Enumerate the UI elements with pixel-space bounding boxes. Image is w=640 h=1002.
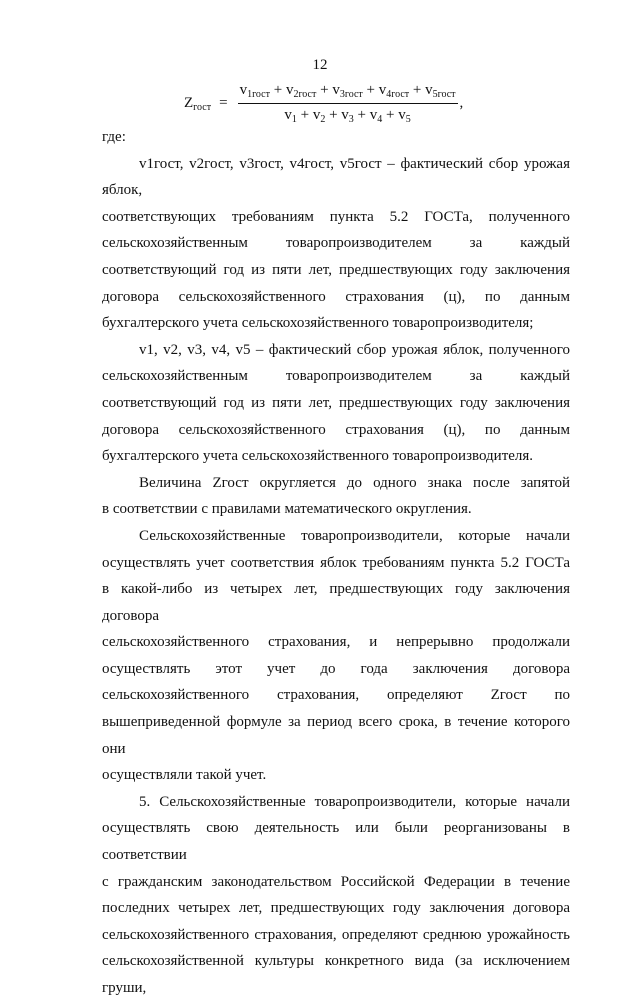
- numerator-term-3: $v_{3гост}$ +: [332, 82, 379, 100]
- text-line: 5. Сельскохозяйственные товаропроизводители, которые начали: [139, 793, 570, 810]
- page-number: 12: [312, 57, 328, 73]
- text-line: сельскохозяйственного страхования, и непрерывно продолжали: [102, 634, 570, 651]
- text-line: в какой-либо из четырех лет, предшествующих году заключения договора: [102, 581, 570, 624]
- text-line: осуществлять учет соответствия яблок требованиям пункта 5.2 ГОСТа: [102, 554, 570, 571]
- text-line: сельскохозяйственной культуры конкретного вида (за исключением груши,: [102, 953, 570, 996]
- text-line: вышеприведенной формуле за период всего срока, в течение которого они: [102, 714, 570, 757]
- denominator-term-2: $v_2$ +: [312, 107, 342, 125]
- text-line: Величина Zгост округляется до одного знака после запятой: [139, 474, 570, 491]
- text-line: осуществлять этот учет до года заключения договора: [102, 660, 570, 677]
- text-line: бухгалтерского учета сельскохозяйственного товаропроизводителя.: [102, 448, 534, 465]
- text-line: договора сельскохозяйственного страхования (ц), по данным: [102, 421, 570, 438]
- text-line: последних четырех лет, предшествующих году заключения договора: [102, 900, 570, 917]
- formula-denominator: [284, 104, 410, 125]
- numerator-term-4: $v_{4гост}$ +: [378, 82, 426, 100]
- formula-numerator: [238, 82, 458, 104]
- text-line: сельскохозяйственным товаропроизводителем за каждый: [102, 235, 570, 252]
- denominator-term-5: $v_5$: [398, 107, 411, 125]
- text-line: соответствующий год из пяти лет, предшествующих году заключения: [102, 394, 570, 411]
- text-line: Сельскохозяйственные товаропроизводители, которые начали: [139, 527, 570, 544]
- text-line: соответствующий год из пяти лет, предшествующих году заключения: [102, 261, 570, 278]
- numerator-term-5: $v_{5гост}$: [425, 82, 456, 100]
- text-line: v1гост, v2гост, v3гост, v4гост, v5гост – фактический сбор урожая яблок,: [102, 155, 570, 199]
- formula-z-gost: [184, 82, 463, 125]
- denominator-term-1: $v_1$ +: [284, 107, 313, 125]
- text-line: в соответствии с правилами математического округления.: [102, 501, 472, 518]
- formula-equals: =: [219, 95, 228, 111]
- text-line: сельскохозяйственного страхования, определяют среднюю урожайность: [102, 926, 570, 943]
- text-line: с гражданским законодательством Российской Федерации в течение: [102, 873, 570, 890]
- text-line: осуществлять свою деятельность или были реорганизованы в соответствии: [102, 820, 570, 864]
- text-line: сельскохозяйственного страхования, определяют Zгост по: [102, 687, 570, 704]
- text-line: v1, v2, v3, v4, v5 – фактический сбор урожая яблок, полученного: [139, 341, 570, 358]
- body-text: [102, 124, 570, 1002]
- text-line: соответствующих требованиям пункта 5.2 ГОСТа, полученного: [102, 208, 570, 225]
- formula-trailing: ,: [459, 95, 464, 111]
- text-line: осуществляли такой учет.: [102, 767, 267, 784]
- denominator-term-3: $v_3$ +: [341, 107, 370, 125]
- text-line: сельскохозяйственным товаропроизводителем за каждый: [102, 368, 570, 385]
- text-line: бухгалтерского учета сельскохозяйственного товаропроизводителя;: [102, 315, 534, 332]
- text-line: где:: [102, 129, 126, 145]
- denominator-term-4: $v_4$ +: [369, 107, 399, 125]
- formula-lhs: $Z_{гост}$: [184, 94, 212, 113]
- numerator-term-2: $v_{2гост}$ +: [285, 82, 333, 100]
- numerator-term-1: $v_{1гост}$ +: [239, 82, 286, 100]
- text-line: договора сельскохозяйственного страхования (ц), по данным: [102, 288, 570, 305]
- formula-fraction: [238, 82, 458, 125]
